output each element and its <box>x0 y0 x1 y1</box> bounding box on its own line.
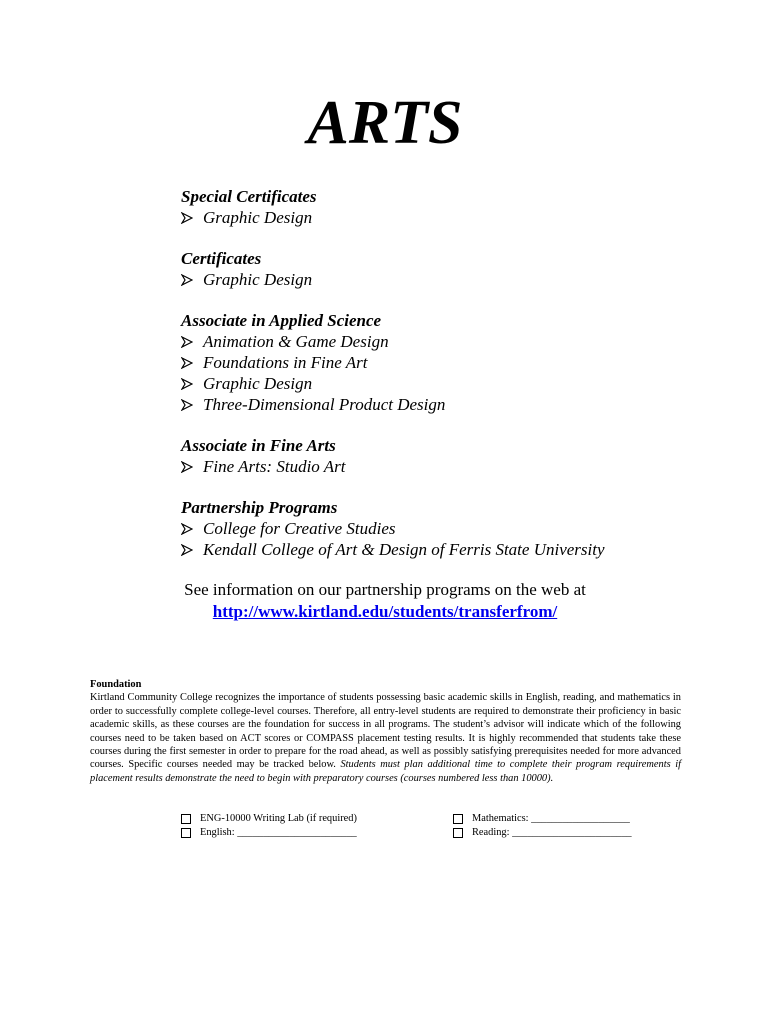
arrowhead-bullet-icon <box>181 461 193 473</box>
arrowhead-bullet-icon <box>181 274 193 286</box>
page-title: ARTS <box>307 89 463 157</box>
program-items <box>181 456 701 477</box>
program-item-label: Animation & Game Design <box>203 332 389 351</box>
section-heading: Special Certificates <box>181 187 317 206</box>
program-item <box>181 539 701 560</box>
program-item <box>181 394 701 415</box>
foundation-body <box>90 691 681 785</box>
checklist-item <box>181 812 357 826</box>
section-heading: Partnership Programs <box>181 498 338 517</box>
checklist-item <box>181 826 357 840</box>
arrowhead-bullet-icon <box>181 212 193 224</box>
program-section <box>181 311 701 415</box>
section-heading: Associate in Applied Science <box>181 311 382 330</box>
program-section <box>181 498 701 560</box>
program-item <box>181 269 701 290</box>
foundation-title: Foundation <box>90 679 142 690</box>
foundation-text: Kirtland Community College recognizes the importance of students possessing basic academic skills in English, reading, and mathematics in order to successfully complete college-level courses. Therefore, all entry-level students are required to demonstrate their proficiency in basic academic skills, as these courses are the foundation for success in all programs. The student’s advisor will indicate which of the following courses need to be taken based on ACT scores or COMPASS placement testing results. It is highly recommended that students take these courses during the first semester in order to prepare for the road ahead, as well as possibly satisfying prerequisites needed for more advanced courses. Specific courses needed may be tracked below. <box>90 692 681 771</box>
checklist-label: ENG-10000 Writing Lab (if required) <box>200 813 357 824</box>
program-section <box>181 187 701 228</box>
checklist-left-column <box>181 812 357 840</box>
program-items <box>181 269 701 290</box>
program-section <box>181 249 701 290</box>
section-heading: Certificates <box>181 249 262 268</box>
foundation-section <box>90 678 681 785</box>
checklist-item <box>453 812 632 826</box>
program-item <box>181 456 701 477</box>
program-item-label: Fine Arts: Studio Art <box>203 457 346 476</box>
checklist-item <box>453 826 632 840</box>
partnership-link[interactable]: http://www.kirtland.edu/students/transferfrom/ <box>212 602 558 621</box>
web-info <box>0 580 770 623</box>
section-heading: Associate in Fine Arts <box>181 436 336 455</box>
program-item-label: Three-Dimensional Product Design <box>203 395 446 414</box>
arrowhead-bullet-icon <box>181 378 193 390</box>
checklist-right-column <box>453 812 632 840</box>
checklist-label: Reading: _______________________ <box>472 827 632 838</box>
arrowhead-bullet-icon <box>181 357 193 369</box>
program-item-label: Foundations in Fine Art <box>203 353 368 372</box>
program-item <box>181 352 701 373</box>
checkbox[interactable] <box>181 814 191 824</box>
arrowhead-bullet-icon <box>181 544 193 556</box>
checklist-label: Mathematics: ___________________ <box>472 813 630 824</box>
program-item-label: Kendall College of Art & Design of Ferris State University <box>203 540 605 559</box>
program-item-label: Graphic Design <box>203 270 313 289</box>
program-item-label: Graphic Design <box>203 208 313 227</box>
program-items <box>181 207 701 228</box>
program-item <box>181 518 701 539</box>
program-item <box>181 373 701 394</box>
arrowhead-bullet-icon <box>181 523 193 535</box>
program-items <box>181 331 701 415</box>
arrowhead-bullet-icon <box>181 336 193 348</box>
web-info-text: See information on our partnership programs on the web at <box>184 580 586 599</box>
foundation-note: Students must plan additional time to complete their program requirements if placement results demonstrate the need to begin with preparatory courses (courses numbered less than 10000). <box>90 759 681 784</box>
checkbox[interactable] <box>453 828 463 838</box>
program-item <box>181 207 701 228</box>
arrowhead-bullet-icon <box>181 399 193 411</box>
program-item-label: College for Creative Studies <box>203 519 396 538</box>
program-section <box>181 436 701 477</box>
checklist-label: English: _______________________ <box>200 827 357 838</box>
program-items <box>181 518 701 560</box>
program-list <box>181 187 701 581</box>
checkbox[interactable] <box>453 814 463 824</box>
program-item-label: Graphic Design <box>203 374 313 393</box>
program-item <box>181 331 701 352</box>
checkbox[interactable] <box>181 828 191 838</box>
